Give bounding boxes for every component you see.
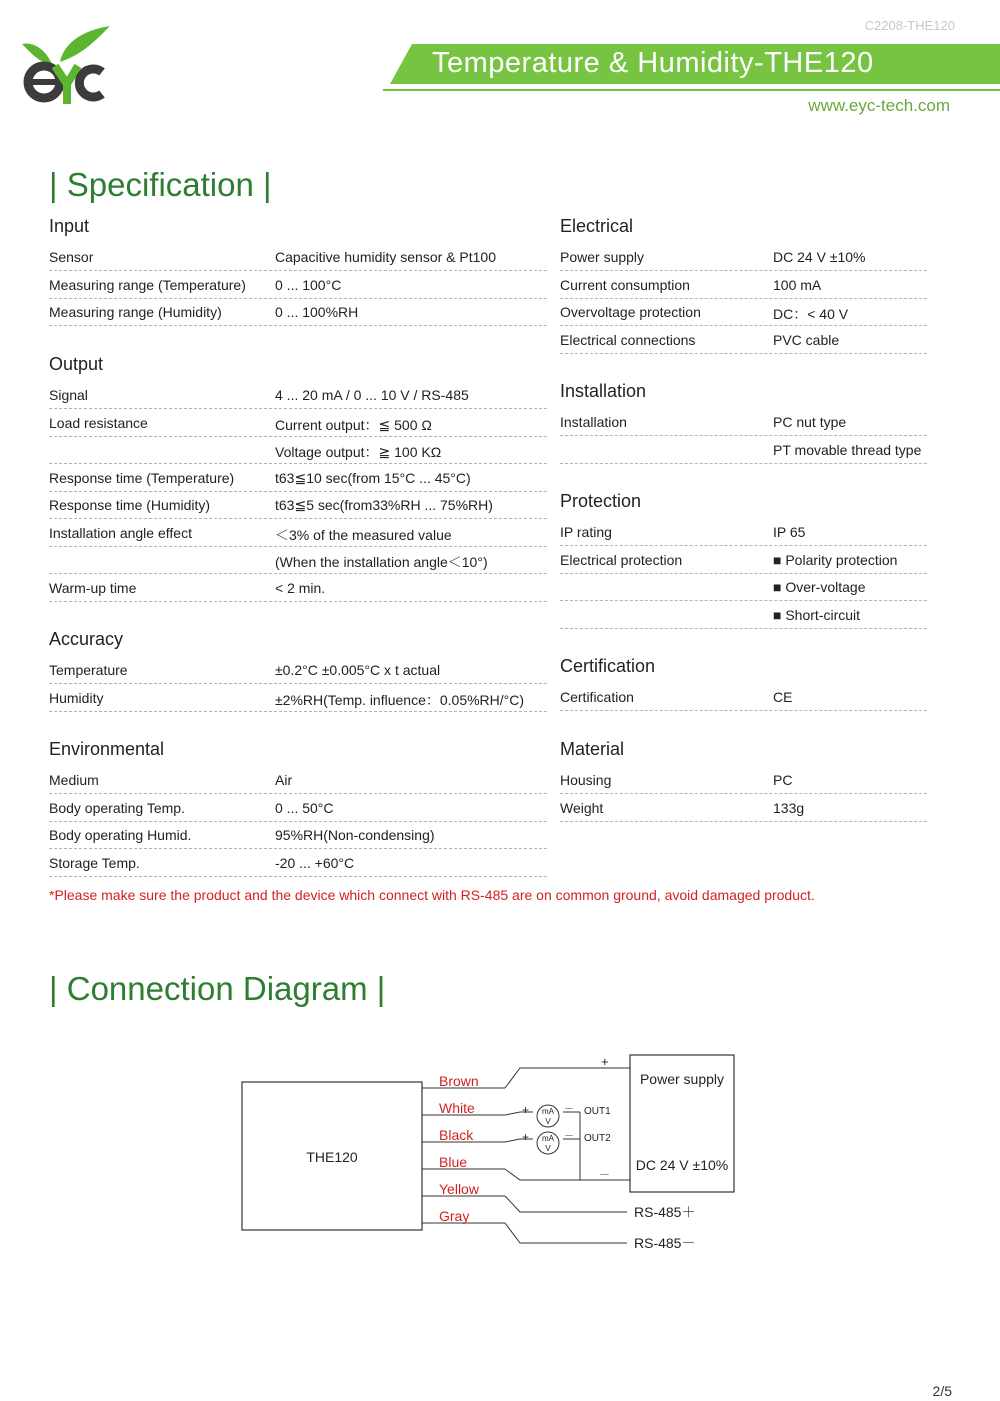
spec-row-label: Humidity bbox=[49, 689, 104, 706]
spec-row-value: t63≦10 sec(from 15°C ... 45°C) bbox=[275, 469, 471, 486]
page-title: Temperature & Humidity-THE120 bbox=[432, 47, 874, 79]
wire-black-label: Black bbox=[439, 1127, 474, 1143]
spec-row bbox=[560, 546, 927, 574]
spec-row bbox=[560, 271, 927, 299]
spec-group-material-title: Material bbox=[560, 739, 625, 759]
spec-row bbox=[49, 271, 547, 299]
rs485-warning-note: *Please make sure the product and the device which connect with RS-485 are on common ground, avoid damaged product. bbox=[49, 887, 815, 903]
spec-row bbox=[49, 491, 547, 519]
meter-out1-top: mA bbox=[542, 1107, 554, 1116]
power-voltage-label: DC 24 V ±10% bbox=[635, 1157, 729, 1173]
spec-row-label: Body operating Humid. bbox=[49, 827, 192, 843]
meter1-plus: + bbox=[522, 1103, 530, 1117]
spec-row-value: PT movable thread type bbox=[773, 441, 922, 458]
spec-row bbox=[49, 821, 547, 849]
spec-row bbox=[560, 683, 927, 711]
spec-row-label: Signal bbox=[49, 387, 88, 403]
spec-row-label: Response time (Humidity) bbox=[49, 497, 211, 513]
device-label: THE120 bbox=[306, 1149, 358, 1165]
wire-blue-label: Blue bbox=[439, 1154, 468, 1170]
spec-row bbox=[49, 656, 547, 684]
spec-row bbox=[49, 409, 547, 437]
spec-row-value: ■ Over-voltage bbox=[773, 579, 866, 595]
spec-group-installation-title: Installation bbox=[560, 381, 647, 401]
spec-row-value: 100 mA bbox=[773, 276, 822, 293]
spec-row-label: Electrical protection bbox=[560, 551, 683, 568]
spec-row-value: 133g bbox=[773, 799, 805, 816]
spec-row bbox=[49, 381, 547, 409]
connection-diagram-title: | Connection Diagram | bbox=[49, 970, 386, 1007]
spec-row bbox=[560, 436, 927, 464]
spec-row bbox=[49, 519, 547, 547]
spec-row-label: Measuring range (Humidity) bbox=[49, 304, 222, 320]
spec-row-label: Electrical connections bbox=[560, 331, 696, 348]
meter2-minus: － bbox=[564, 1131, 574, 1142]
spec-row-label: Measuring range (Temperature) bbox=[49, 276, 246, 293]
spec-row bbox=[49, 243, 547, 271]
spec-row-value: 95%RH(Non-condensing) bbox=[275, 827, 435, 843]
spec-row-value: -20 ... +60°C bbox=[275, 854, 355, 871]
spec-row bbox=[560, 794, 927, 822]
eyc-logo bbox=[22, 24, 117, 114]
spec-row-label: Current consumption bbox=[560, 276, 690, 293]
spec-row-label: Sensor bbox=[49, 249, 94, 265]
spec-row bbox=[560, 601, 927, 629]
wire-white-label: White bbox=[439, 1100, 475, 1116]
spec-row-value: 4 ... 20 mA / 0 ... 10 V / RS-485 bbox=[275, 387, 469, 403]
power-supply-label: Power supply bbox=[639, 1071, 725, 1087]
spec-row-label: Temperature bbox=[49, 662, 128, 678]
spec-row-value: PVC cable bbox=[773, 331, 840, 348]
spec-row bbox=[49, 684, 547, 712]
wire-yellow-label: Yellow bbox=[439, 1181, 479, 1197]
spec-group-electrical-title: Electrical bbox=[560, 216, 634, 236]
spec-row-label: Weight bbox=[560, 799, 604, 816]
meter-out1-bottom: V bbox=[545, 1117, 551, 1126]
spec-row-label: Storage Temp. bbox=[49, 854, 140, 871]
spec-row bbox=[560, 408, 927, 436]
spec-row-label: Load resistance bbox=[49, 414, 148, 431]
spec-row-value: ＜3% of the measured value bbox=[275, 526, 452, 543]
spec-group-certification-title: Certification bbox=[560, 656, 656, 676]
meter1-minus: － bbox=[564, 1104, 574, 1115]
spec-row-label: Medium bbox=[49, 772, 99, 788]
spec-row-label: Certification bbox=[560, 689, 634, 705]
spec-row-value: DC 24 V ±10% bbox=[773, 249, 866, 265]
banner-underline bbox=[383, 89, 1000, 91]
spec-row bbox=[49, 546, 547, 574]
spec-row-value: PC nut type bbox=[773, 414, 847, 430]
out2-label: OUT2 bbox=[584, 1133, 611, 1144]
spec-row-value: ±0.2°C ±0.005°C x t actual bbox=[275, 662, 441, 678]
spec-row bbox=[560, 326, 927, 354]
spec-row bbox=[49, 464, 547, 492]
spec-row-label: Overvoltage protection bbox=[560, 304, 701, 320]
spec-row-label: Power supply bbox=[560, 249, 645, 265]
spec-row-value: 0 ... 50°C bbox=[275, 799, 334, 816]
spec-row-label: Warm-up time bbox=[49, 579, 137, 596]
spec-row-label: Installation angle effect bbox=[49, 524, 192, 541]
title-banner bbox=[390, 44, 1000, 84]
rs485-plus-label: RS-485＋ bbox=[634, 1204, 696, 1220]
spec-row-label: Response time (Temperature) bbox=[49, 469, 235, 486]
spec-row-value: ■ Polarity protection bbox=[773, 551, 898, 568]
spec-row-label: IP rating bbox=[560, 524, 612, 540]
page-number: 2/5 bbox=[932, 1383, 952, 1399]
document-code: C2208-THE120 bbox=[864, 18, 955, 33]
meter2-plus: + bbox=[522, 1130, 530, 1144]
specification-title: | Specification | bbox=[49, 166, 272, 203]
spec-row-label: Housing bbox=[560, 772, 612, 788]
spec-row-value: < 2 min. bbox=[275, 579, 326, 596]
spec-row bbox=[49, 794, 547, 822]
spec-row bbox=[49, 766, 547, 794]
spec-row bbox=[560, 298, 927, 326]
spec-group-protection-title: Protection bbox=[560, 491, 642, 511]
spec-row-value: 0 ... 100%RH bbox=[275, 304, 359, 320]
rs485-minus-label: RS-485－ bbox=[634, 1235, 696, 1251]
meter-out2-top: mA bbox=[542, 1134, 554, 1143]
spec-group-output-title: Output bbox=[49, 354, 104, 374]
spec-row-value: ±2%RH(Temp. influence：0.05%RH/°C) bbox=[275, 691, 525, 708]
spec-row bbox=[560, 518, 927, 546]
connection-diagram bbox=[235, 1050, 755, 1275]
out1-label: OUT1 bbox=[584, 1106, 611, 1117]
spec-row bbox=[49, 436, 547, 464]
spec-row-value: Current output：≦ 500 Ω bbox=[275, 416, 432, 433]
spec-row-value: DC：< 40 V bbox=[773, 306, 849, 322]
spec-row bbox=[49, 574, 547, 602]
spec-row-label: Installation bbox=[560, 414, 627, 430]
spec-group-input-title: Input bbox=[49, 216, 90, 236]
spec-row-value: IP 65 bbox=[773, 524, 806, 540]
wire-gray-label: Gray bbox=[439, 1208, 470, 1224]
power-plus: + bbox=[601, 1054, 609, 1069]
spec-row-value: ■ Short-circuit bbox=[773, 606, 861, 623]
spec-row-value: Voltage output：≧ 100 KΩ bbox=[275, 444, 442, 460]
wire-brown-label: Brown bbox=[439, 1073, 479, 1089]
website-link[interactable]: www.eyc-tech.com bbox=[808, 96, 950, 115]
spec-row-value: PC bbox=[773, 772, 793, 788]
spec-row-value: (When the installation angle＜10°) bbox=[275, 554, 488, 570]
spec-row bbox=[49, 849, 547, 877]
spec-row-value: CE bbox=[773, 689, 793, 705]
spec-row bbox=[49, 298, 547, 326]
spec-row bbox=[560, 573, 927, 601]
spec-row-value: 0 ... 100°C bbox=[275, 276, 342, 293]
spec-row bbox=[560, 766, 927, 794]
spec-row-value: t63≦5 sec(from33%RH ... 75%RH) bbox=[275, 497, 493, 513]
spec-row bbox=[560, 243, 927, 271]
power-minus: － bbox=[599, 1169, 610, 1181]
meter-out2-bottom: V bbox=[545, 1144, 551, 1153]
spec-row-value: Air bbox=[275, 772, 293, 788]
spec-group-environmental-title: Environmental bbox=[49, 739, 165, 759]
spec-row-label: Body operating Temp. bbox=[49, 799, 185, 816]
spec-group-accuracy-title: Accuracy bbox=[49, 629, 124, 649]
spec-row-value: Capacitive humidity sensor & Pt100 bbox=[275, 249, 496, 265]
